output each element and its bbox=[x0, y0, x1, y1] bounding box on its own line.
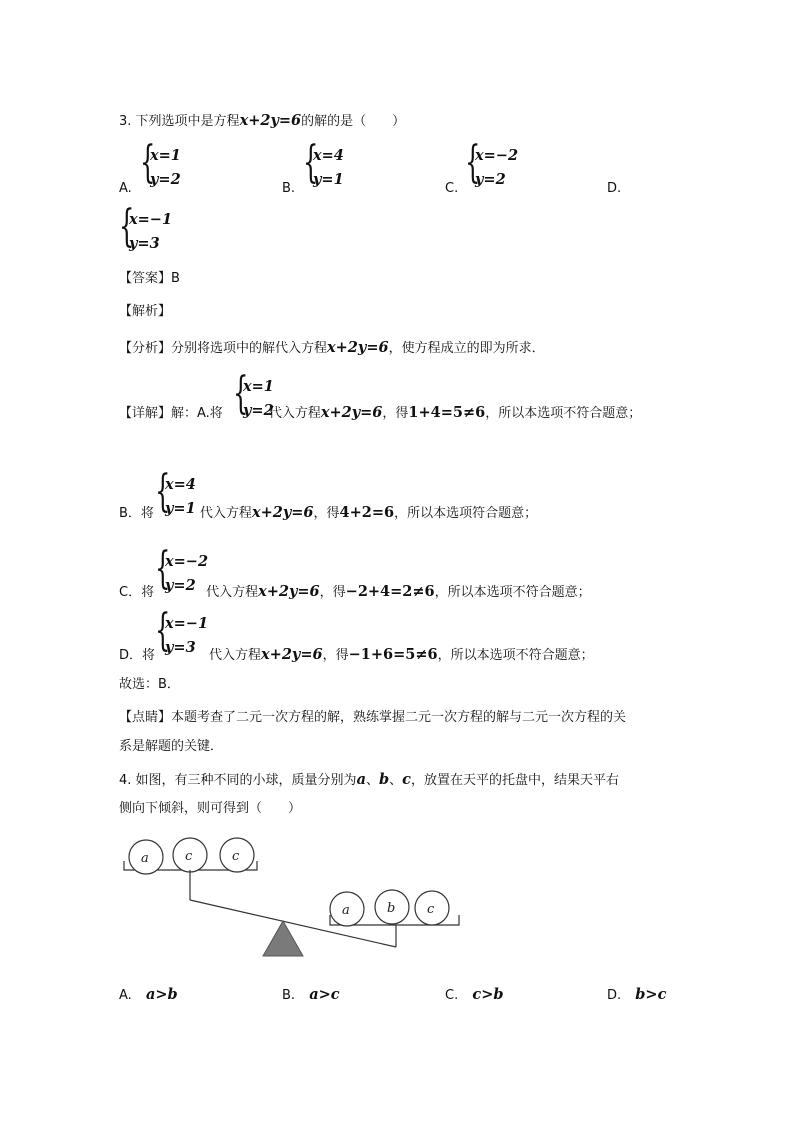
fenxi-equation: x+2y=6 bbox=[327, 339, 389, 356]
brace-icon: { bbox=[155, 605, 171, 656]
system-line: y=2 bbox=[243, 402, 274, 419]
detail-tail: ，所以本选项不符合题意； bbox=[437, 648, 594, 663]
brace-icon: { bbox=[155, 543, 171, 594]
detail-de: ，得 bbox=[322, 648, 349, 663]
option-letter: D. bbox=[607, 988, 622, 1003]
q3-equation: x+2y=6 bbox=[239, 112, 302, 129]
detail-mid: 代入方程 bbox=[209, 648, 262, 663]
q4-sep: 、 bbox=[389, 773, 403, 788]
ball-label: a bbox=[342, 903, 350, 918]
system-line: x=−1 bbox=[165, 615, 209, 632]
system-line: x=4 bbox=[165, 476, 196, 493]
detail-mid: 代入方程 bbox=[206, 585, 259, 600]
q3-option-b-letter: B. bbox=[282, 181, 296, 196]
detail-de: ，得 bbox=[319, 585, 346, 600]
detail-equation: x+2y=6 bbox=[258, 583, 320, 600]
ball-label: c bbox=[427, 902, 435, 917]
ball-label: a bbox=[141, 851, 149, 866]
q4-stem-text: 如图，有三种不同的小球，质量分别为 bbox=[135, 773, 357, 788]
q3-answer: 【答案】B bbox=[119, 271, 180, 286]
option-expr: a>b bbox=[145, 986, 178, 1003]
q3-dianjing-line1: 【点睛】本题考查了二元一次方程的解，熟练掌握二元一次方程的解与二元一次方程的关 bbox=[119, 710, 627, 725]
q4-stem-line2: 侧向下倾斜，则可得到（ ） bbox=[119, 801, 302, 816]
q4-var: b bbox=[378, 771, 390, 788]
q4-option-c bbox=[445, 988, 503, 1003]
detail-mid: 代入方程 bbox=[268, 406, 321, 421]
q4-var: c bbox=[402, 771, 411, 788]
brace-icon: { bbox=[119, 201, 135, 252]
q4-option-b bbox=[282, 988, 340, 1003]
q3-option-c-letter: C. bbox=[445, 181, 459, 196]
detail-tail: ，所以本选项不符合题意； bbox=[485, 406, 642, 421]
option-expr: c>b bbox=[472, 986, 504, 1003]
system-line: x=−2 bbox=[475, 147, 519, 164]
system-line: y=2 bbox=[165, 577, 196, 594]
fenxi-text: 【分析】分别将选项中的解代入方程 bbox=[119, 341, 328, 356]
q4-option-d bbox=[607, 988, 666, 1003]
brace-icon: { bbox=[303, 137, 319, 188]
brace-icon: { bbox=[140, 137, 156, 188]
detail-equation: x+2y=6 bbox=[251, 504, 314, 521]
q3-dianjing-line2: 系是解题的关键． bbox=[119, 739, 224, 754]
detail-equation: x+2y=6 bbox=[320, 404, 383, 421]
q3-option-d-letter: D. bbox=[607, 181, 622, 196]
q4-var: a bbox=[356, 771, 366, 788]
detail-de: ，得 bbox=[382, 406, 409, 421]
ball-label: c bbox=[185, 849, 193, 864]
system-line: x=1 bbox=[150, 147, 181, 164]
system-line: y=1 bbox=[165, 500, 196, 517]
q3-conclusion: 故选：B． bbox=[119, 677, 180, 692]
system-line: y=3 bbox=[165, 639, 196, 656]
detail-prefix: D．将 bbox=[119, 648, 156, 663]
fenxi-text: ，使方程成立的即为所求． bbox=[388, 341, 545, 356]
detail-tail: ，所以本选项符合题意； bbox=[394, 506, 538, 521]
q4-number: 4. bbox=[119, 773, 132, 788]
detail-calc: 4+2=6 bbox=[339, 504, 395, 521]
ball-label: c bbox=[232, 849, 240, 864]
system-line: x=4 bbox=[313, 147, 344, 164]
system-line: x=−2 bbox=[165, 553, 209, 570]
detail-calc: −1+6=5≠6 bbox=[348, 646, 438, 663]
q4-stem-text: ，放置在天平的托盘中，结果天平右 bbox=[410, 773, 619, 788]
system-line: x=−1 bbox=[129, 211, 173, 228]
detail-calc: −2+4=2≠6 bbox=[345, 583, 435, 600]
option-expr: a>c bbox=[309, 986, 340, 1003]
option-letter: B. bbox=[282, 988, 296, 1003]
option-letter: C. bbox=[445, 988, 459, 1003]
brace-icon: { bbox=[155, 466, 171, 517]
q3-number: 3. bbox=[119, 114, 132, 129]
detail-mid: 代入方程 bbox=[199, 506, 252, 521]
fulcrum bbox=[263, 921, 303, 956]
ball-label: b bbox=[387, 901, 396, 916]
system-line: y=1 bbox=[313, 171, 344, 188]
q3-stem-pre: 下列选项中是方程 bbox=[135, 114, 240, 129]
system-line: x=1 bbox=[243, 378, 274, 395]
q4-sep: 、 bbox=[365, 773, 379, 788]
detail-prefix: C．将 bbox=[119, 585, 155, 600]
detail-prefix: 【详解】解：A.将 bbox=[119, 406, 223, 421]
option-letter: A. bbox=[119, 988, 132, 1003]
q3-analysis-heading: 【解析】 bbox=[119, 304, 172, 319]
detail-de: ，得 bbox=[313, 506, 340, 521]
brace-icon: { bbox=[465, 137, 481, 188]
q3-option-a-letter: A. bbox=[119, 181, 132, 196]
system-line: y=3 bbox=[129, 235, 160, 252]
detail-equation: x+2y=6 bbox=[261, 646, 323, 663]
system-line: y=2 bbox=[150, 171, 181, 188]
system-line: y=2 bbox=[475, 171, 506, 188]
q3-stem-post: 的解的是（ ） bbox=[301, 114, 406, 129]
option-expr: b>c bbox=[635, 986, 667, 1003]
detail-prefix: B．将 bbox=[119, 506, 154, 521]
detail-calc: 1+4=5≠6 bbox=[408, 404, 486, 421]
brace-icon: { bbox=[233, 368, 249, 419]
detail-tail: ，所以本选项不符合题意； bbox=[434, 585, 591, 600]
q4-option-a bbox=[119, 988, 178, 1003]
